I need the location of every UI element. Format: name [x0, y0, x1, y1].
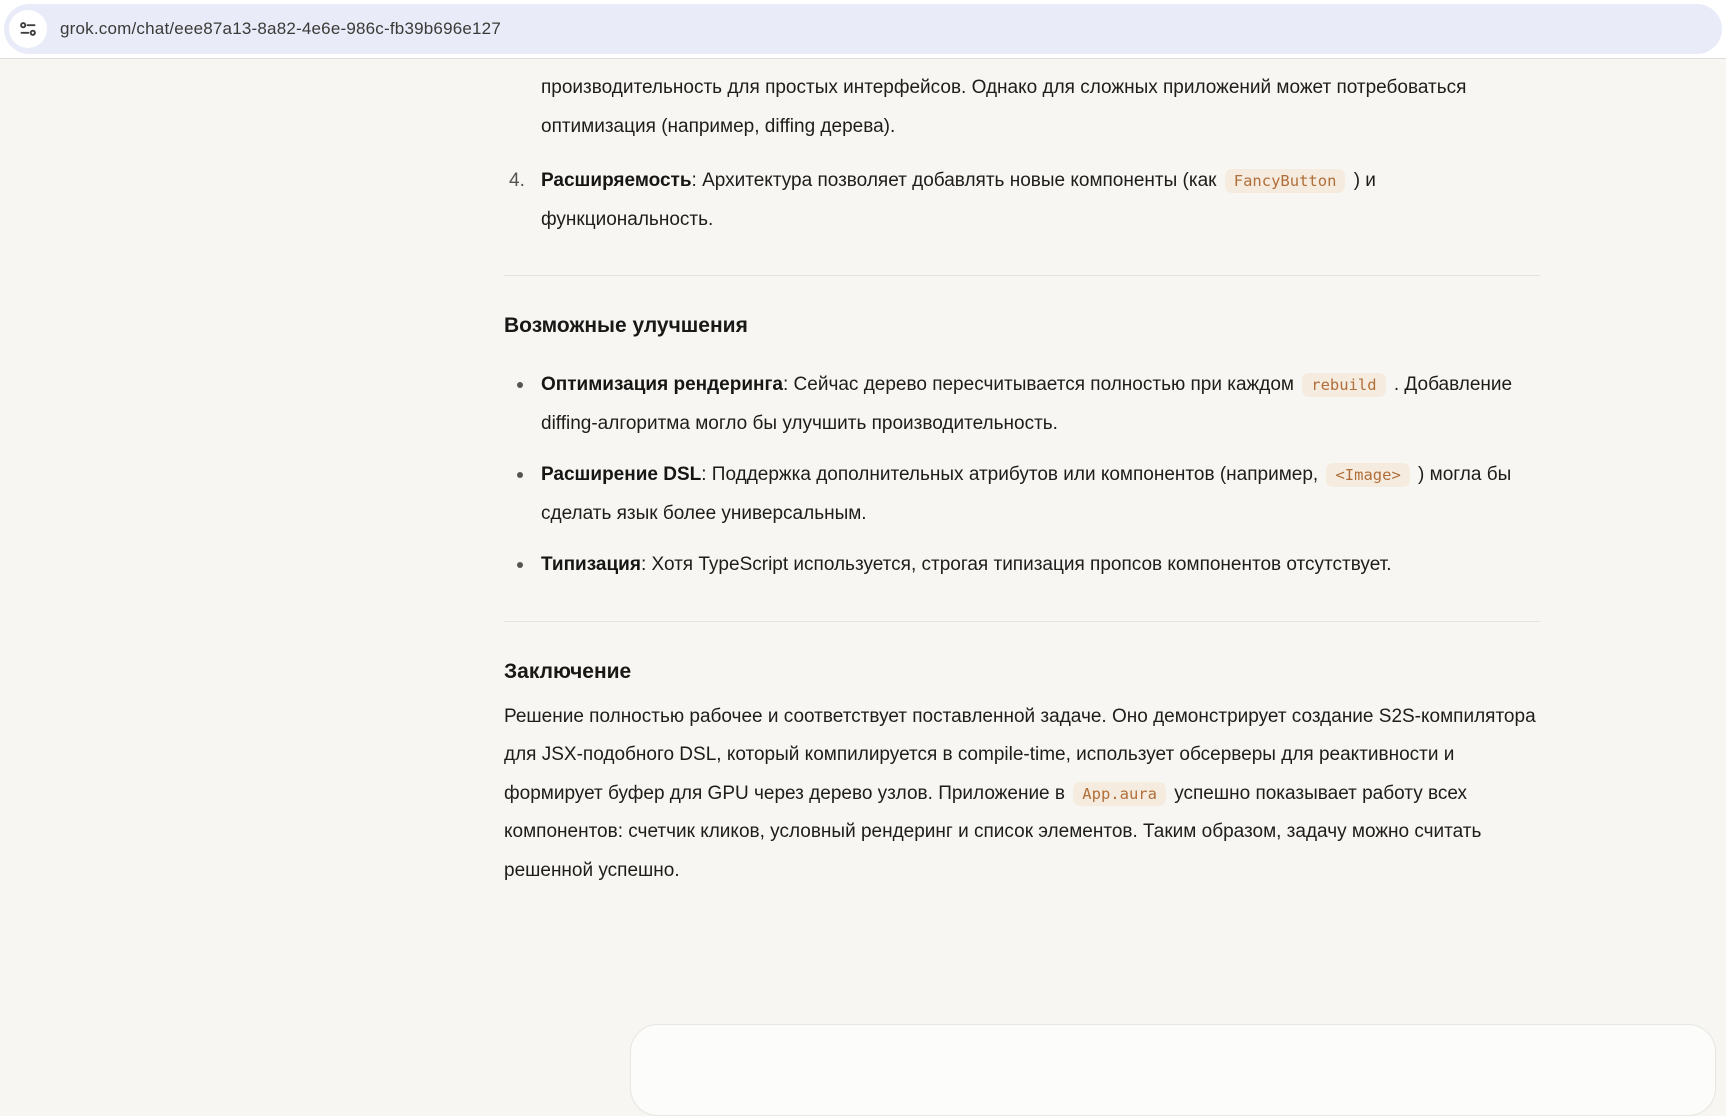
inline-code-chip: rebuild — [1302, 373, 1385, 397]
list-number: 4. — [509, 170, 525, 191]
numbered-list-item — [504, 162, 1540, 239]
list-item-continuation-paragraph: производительность для простых интерфейсов. Однако для сложных приложений может потребоваться оптимизация (например, diffing дерева). — [541, 77, 1467, 137]
bullet-icon — [517, 382, 523, 388]
bullet-icon — [517, 472, 523, 478]
list-item — [504, 546, 1540, 585]
address-bar[interactable] — [4, 4, 1722, 54]
url-text[interactable]: grok.com/chat/eee87a13-8a82-4e6e-986c-fb39b696e127 — [60, 19, 501, 38]
chat-scroll-area[interactable] — [0, 59, 1726, 1031]
inline-code-chip: App.aura — [1073, 782, 1166, 806]
chat-input-box[interactable] — [630, 1024, 1716, 1116]
improvements-list — [504, 366, 1540, 585]
bullet-icon — [517, 562, 523, 568]
list-item — [504, 456, 1540, 533]
list-item-text: Типизация: Хотя TypeScript используется, строгая типизация пропсов компонентов отсутствует. — [541, 554, 1392, 575]
improvements-heading: Возможные улучшения — [504, 314, 748, 337]
list-item-text: Расширение DSL: Поддержка дополнительных атрибутов или компонентов (например, <Image> ) могла бы сделать язык более универсальным. — [541, 464, 1512, 524]
conclusion-paragraph: Решение полностью рабочее и соответствует поставленной задаче. Оно демонстрирует создание S2S-компилятора для JSX-подобного DSL, который компилируется в compile-time, использует обсерверы для реактивности и формирует буфер для GPU через дерево узлов. Приложение в App.aura успешно показывает работу всех компонентов: счетчик кликов, условный рендеринг и список элементов. Таким образом, задачу можно считать решенной успешно. — [504, 705, 1536, 881]
conclusion-heading: Заключение — [504, 659, 632, 683]
list-item-text: Оптимизация рендеринга: Сейчас дерево пересчитывается полностью при каждом rebuild . Добавление diffing-алгоритма могло бы улучшить производительность. — [541, 374, 1513, 434]
section-divider — [504, 275, 1540, 276]
assistant-message — [504, 59, 1540, 890]
site-info-button[interactable] — [9, 10, 47, 48]
numbered-item-text: Расширяемость: Архитектура позволяет добавлять новые компоненты (как FancyButton ) и функциональность. — [541, 170, 1376, 230]
site-permissions-tune-icon — [19, 20, 37, 38]
inline-code-chip: <Image> — [1326, 463, 1409, 487]
inline-code-chip: FancyButton — [1225, 169, 1346, 193]
section-divider — [504, 621, 1540, 622]
list-item — [504, 366, 1540, 443]
browser-toolbar — [0, 0, 1726, 59]
